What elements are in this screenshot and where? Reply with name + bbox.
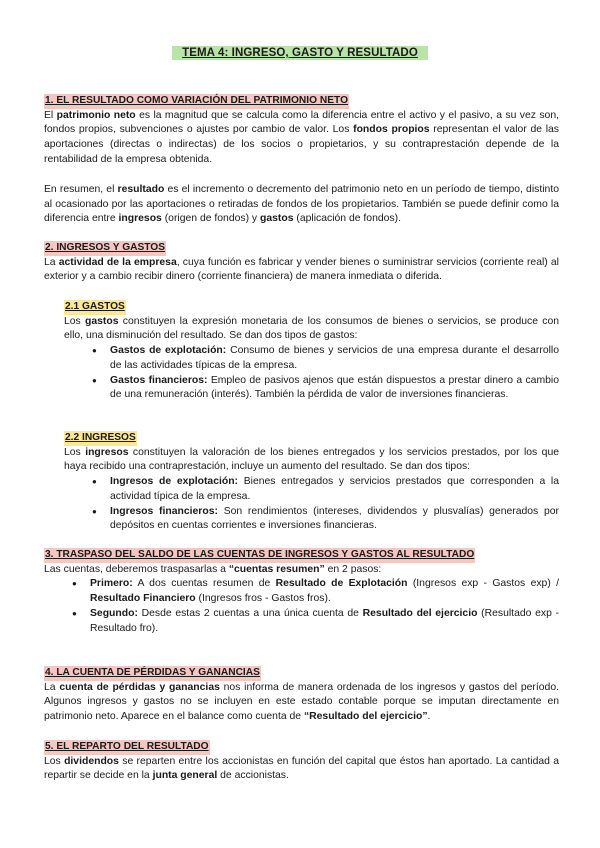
section-5	[44, 740, 559, 784]
section-3-intro: Las cuentas, deberemos traspasarlas a “cuentas resumen” en 2 pasos:	[44, 563, 382, 575]
subsection-gastos-heading: 2.1 GASTOS	[64, 300, 126, 315]
subsection-gastos	[64, 300, 559, 403]
section-4-paragraph: La cuenta de pérdidas y ganancias nos informa de manera ordenada de los ingresos y gastos del período. Algunos ingresos y gastos no se incluyen en este estado contable porque se imputan directamente en patrimonio neto. Aparece en el balance como cuenta de “Resultado del ejercicio”.	[44, 681, 559, 723]
title-wrapper	[0, 43, 600, 61]
list-item: ● Segundo: Desde estas 2 cuentas a una única cuenta de Resultado del ejercicio (Resultado exp - Resultado fro).	[72, 607, 559, 636]
gastos-list	[64, 344, 559, 403]
ingresos-list	[64, 475, 559, 534]
document-title: TEMA 4: INGRESO, GASTO Y RESULTADO	[172, 46, 428, 60]
section-3	[44, 548, 559, 636]
section-3-heading: 3. TRASPASO DEL SALDO DE LAS CUENTAS DE INGRESOS Y GASTOS AL RESULTADO	[44, 548, 475, 563]
list-item: ● Primero: A dos cuentas resumen de Resultado de Explotación (Ingresos exp - Gastos exp) / Resultado Financiero (Ingresos fros - Gastos fros).	[72, 577, 559, 606]
list-item: ● Gastos de explotación: Consumo de bienes y servicios de una empresa durante el desarrollo de las actividades típicas de la empresa.	[92, 344, 559, 373]
section-5-paragraph: Los dividendos se reparten entre los accionistas en función del capital que éstos han aportado. La cantidad a repartir se decide en la junta general de accionistas.	[44, 755, 560, 782]
subsection-ingresos-heading: 2.2 INGRESOS	[64, 431, 137, 446]
subsection-ingresos	[64, 431, 559, 534]
section-1-paragraph-2: En resumen, el resultado es el incremento o decremento del patrimonio neto en un período de tiempo, distinto al ocasionado por las aportaciones o retiradas de fondos de los propietarios. También se puede definir como la diferencia entre ingresos (origen de fondos) y gastos (aplicación de fondos).	[44, 184, 559, 225]
section-4	[44, 666, 559, 725]
section-4-heading: 4. LA CUENTA DE PÉRDIDAS Y GANANCIAS	[44, 666, 261, 681]
section-1	[44, 94, 559, 168]
gastos-intro: Los gastos constituyen la expresión monetaria de los consumos de bienes o servicios, se produce con ello, una disminución del resultado. Se dan dos tipos de gastos:	[64, 315, 559, 342]
section-3-list	[44, 577, 559, 636]
ingresos-intro: Los ingresos constituyen la valoración de los bienes entregados y los servicios prestados, por los que haya recibido una contraprestación, incluye un aumento del resultado. Se dan dos tipos:	[64, 446, 559, 473]
list-item: ● Ingresos de explotación: Bienes entregados y servicios prestados que corresponden a la actividad típica de la empresa.	[92, 475, 559, 504]
section-2-heading: 2. INGRESOS Y GASTOS	[44, 241, 166, 256]
list-item: ● Gastos financieros: Empleo de pasivos ajenos que están dispuestos a prestar dinero a cambio de una remuneración (interés). También la pérdida de valor de inversiones financieras.	[92, 374, 559, 403]
list-item: ● Ingresos financieros: Son rendimientos (intereses, dividendos y plusvalías) generados por depósitos en cuentas corrientes e inversiones financieras.	[92, 505, 559, 534]
section-1-paragraph-1: El patrimonio neto es la magnitud que se calcula como la diferencia entre el activo y el pasivo, a su vez son, fondos propios, subvenciones o ajustes por cambio de valor. Los fondos propios representan el valor de las aportaciones (directas o indirectas) de los socios o propietarios, y su contraprestación depende de la rentabilidad de la empresa obtenida.	[44, 109, 559, 165]
section-1-heading: 1. EL RESULTADO COMO VARIACIÓN DEL PATRIMONIO NETO	[44, 94, 349, 109]
section-5-heading: 5. EL REPARTO DEL RESULTADO	[44, 740, 210, 755]
section-2-paragraph: La actividad de la empresa, cuya función es fabricar y vender bienes o suministrar servicios (corriente real) al exterior y a cambio recibir dinero (corriente financiera) de manera inmediata o diferida.	[44, 256, 559, 283]
section-2	[44, 241, 559, 285]
